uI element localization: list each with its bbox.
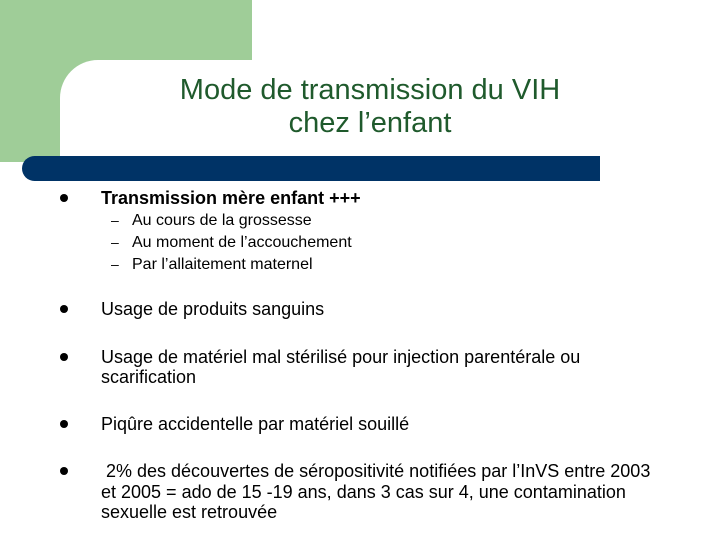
sub-bullet-dash: – xyxy=(111,212,119,228)
bullet-dot xyxy=(60,305,68,313)
bullet-dot xyxy=(60,353,68,361)
slide-title-line-2: chez l’enfant xyxy=(288,107,452,139)
bullet-item-4: Piqûre accidentelle par matériel souillé xyxy=(101,414,410,434)
bullet-item-3-line-2: scarification xyxy=(101,367,197,387)
bullet-item-3-line-1: Usage de matériel mal stérilisé pour injection parentérale ou xyxy=(101,347,581,367)
bullet-item-1: Transmission mère enfant +++ xyxy=(101,188,361,208)
sub-bullet-dash: – xyxy=(111,256,119,272)
bullet-item-5-line-3: sexuelle est retrouvée xyxy=(101,502,278,522)
sub-bullet-2: Au moment de l’accouchement xyxy=(132,234,352,251)
sub-bullet-dash: – xyxy=(111,234,119,250)
bullet-item-2: Usage de produits sanguins xyxy=(101,299,325,319)
bullet-dot xyxy=(60,467,68,475)
title-rule xyxy=(52,156,600,181)
bullet-item-5-line-2: et 2005 = ado de 15 -19 ans, dans 3 cas sur 4, une contamination xyxy=(101,482,626,502)
bullet-dot xyxy=(60,194,68,202)
bullet-item-5-line-1: 2% des découvertes de séropositivité notifiées par l’InVS entre 2003 xyxy=(101,461,651,481)
sub-bullet-3: Par l’allaitement maternel xyxy=(132,256,313,273)
sub-bullet-1: Au cours de la grossesse xyxy=(132,212,312,229)
slide-title-line-1: Mode de transmission du VIH xyxy=(179,74,561,106)
bullet-dot xyxy=(60,420,68,428)
slide-title xyxy=(100,74,640,140)
